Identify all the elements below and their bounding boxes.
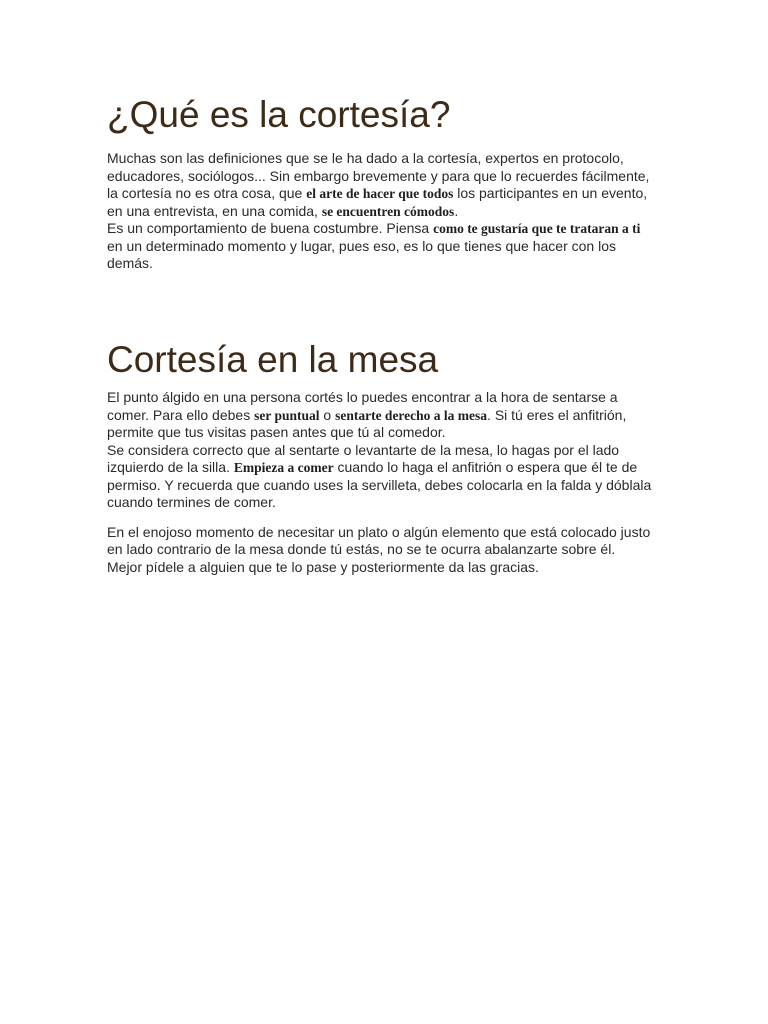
bold-phrase: se encuentren cómodos <box>321 203 455 219</box>
text-run: . <box>454 202 459 219</box>
text-run: cuando lo haga el anfitrión o espera que él te de permiso. Y recuerda que cuando uses la servilleta, debes colocarla en la falda y dóblala cuando termines de comer. <box>107 459 652 510</box>
text-run: en un determinado momento y lugar, pues eso, es lo que tienes que hacer con los demás. <box>107 237 616 271</box>
text-run: . Si tú eres el anfitrión, permite que tus visitas pasen antes que tú al comedor. <box>107 406 627 440</box>
bold-phrase: como te gustaría que te trataran a ti <box>433 221 641 236</box>
paragraph-reaching: En el enojoso momento de necesitar un plato o algún elemento que está colocado justo en lado contrario de la mesa donde tú estás, no se te ocurra abalanzarte sobre él. Mejor pídele a alguien que te lo pase y posteriormente da las gracias. <box>107 523 651 575</box>
section-title-mesa: Cortesía en la mesa <box>107 339 439 380</box>
text-run: Es un comportamiento de buena costumbre. Piensa <box>107 220 434 236</box>
paragraph-punctuality <box>107 389 652 442</box>
text-run: los participantes en un evento, en una entrevista, en una comida, <box>107 185 648 219</box>
section-title-cortesia: ¿Qué es la cortesía? <box>107 94 451 135</box>
paragraph-spacer <box>107 512 652 524</box>
document-content <box>107 92 652 575</box>
paragraph-seating <box>107 442 652 512</box>
text-run: Muchas son las definiciones que se le ha dado a la cortesía, expertos en protocolo, educadores, sociólogos... Sin embargo brevemente y para que lo recuerdes fácilmente, la cortesía no es otra cosa, que <box>107 150 650 201</box>
text-run: Se considera correcto que al sentarte o levantarte de la mesa, lo hagas por el lado izquierdo de la silla. <box>107 441 620 475</box>
text-run: o <box>319 406 336 423</box>
paragraph-behavior <box>107 220 652 273</box>
bold-phrase: el arte de hacer que todos <box>306 186 454 201</box>
bold-phrase: Empieza a comer <box>233 460 334 475</box>
bold-phrase: ser puntual <box>254 407 320 423</box>
section-cortesia-body <box>107 150 652 273</box>
section-mesa-body <box>107 389 652 576</box>
text-run: El punto álgido en una persona cortés lo puedes encontrar a la hora de sentarse a comer. Para ello debes <box>107 389 618 423</box>
bold-phrase: sentarte derecho a la mesa <box>335 407 488 423</box>
paragraph-definition <box>107 150 652 220</box>
